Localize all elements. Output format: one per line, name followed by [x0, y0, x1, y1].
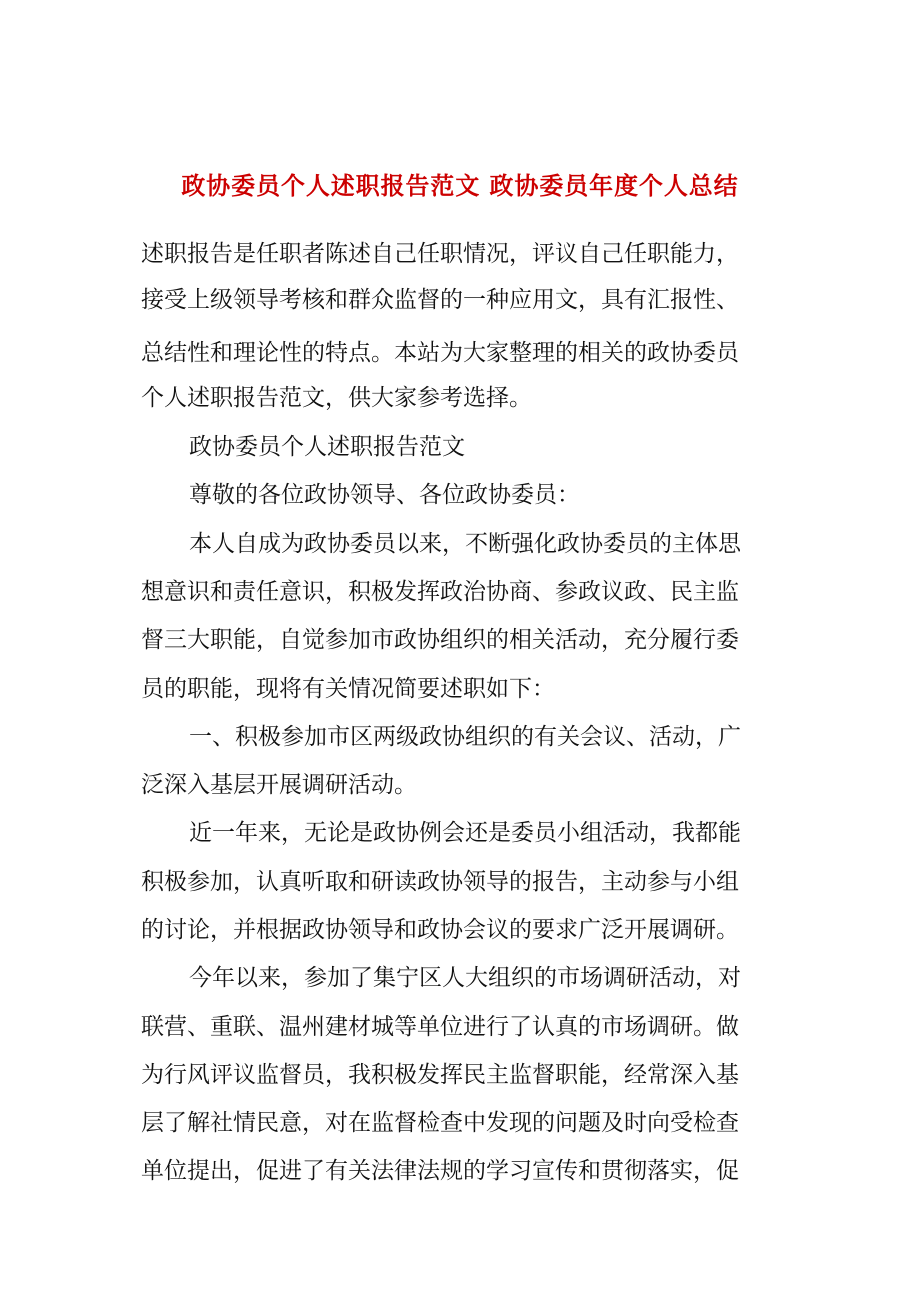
paragraph-line: 个人述职报告范文，供大家参考选择。	[141, 385, 532, 411]
paragraph-line: 一、积极参加市区两级政协组织的有关会议、活动，广	[189, 724, 741, 750]
paragraph-line: 今年以来，参加了集宁区人大组织的市场调研活动，对	[189, 965, 741, 991]
paragraph-line: 督三大职能，自觉参加市政协组织的相关活动，充分履行委	[141, 627, 739, 653]
paragraph-line: 的讨论，并根据政协领导和政协会议的要求广泛开展调研。	[141, 917, 739, 943]
paragraph-line: 近一年来，无论是政协例会还是委员小组活动，我都能	[189, 820, 741, 846]
paragraph-line: 积极参加，认真听取和研读政协领导的报告，主动参与小组	[141, 869, 739, 895]
paragraph-line: 述职报告是任职者陈述自己任职情况，评议自己任职能力，	[141, 241, 739, 267]
paragraph-line: 联营、重联、温州建材城等单位进行了认真的市场调研。做	[141, 1014, 739, 1040]
paragraph-line: 想意识和责任意识，积极发挥政治协商、参政议政、民主监	[141, 579, 739, 605]
paragraph-line: 为行风评议监督员，我积极发挥民主监督职能，经常深入基	[141, 1062, 739, 1088]
paragraph-line: 员的职能，现将有关情况简要述职如下：	[141, 676, 555, 702]
paragraph-line: 总结性和理论性的特点。本站为大家整理的相关的政协委员	[141, 340, 739, 366]
salutation: 尊敬的各位政协领导、各位政协委员：	[189, 482, 580, 508]
paragraph-line: 泛深入基层开展调研活动。	[141, 772, 417, 798]
paragraph-line: 层了解社情民意，对在监督检查中发现的问题及时向受检查	[141, 1110, 739, 1136]
paragraph-line: 本人自成为政协委员以来，不断强化政协委员的主体思	[189, 531, 741, 557]
section-heading: 政协委员个人述职报告范文	[189, 434, 465, 460]
paragraph-line: 单位提出，促进了有关法律法规的学习宣传和贯彻落实，促	[141, 1158, 739, 1184]
paragraph-line: 接受上级领导考核和群众监督的一种应用文，具有汇报性、	[141, 287, 739, 313]
document-title: 政协委员个人述职报告范文 政协委员年度个人总结	[181, 172, 739, 200]
